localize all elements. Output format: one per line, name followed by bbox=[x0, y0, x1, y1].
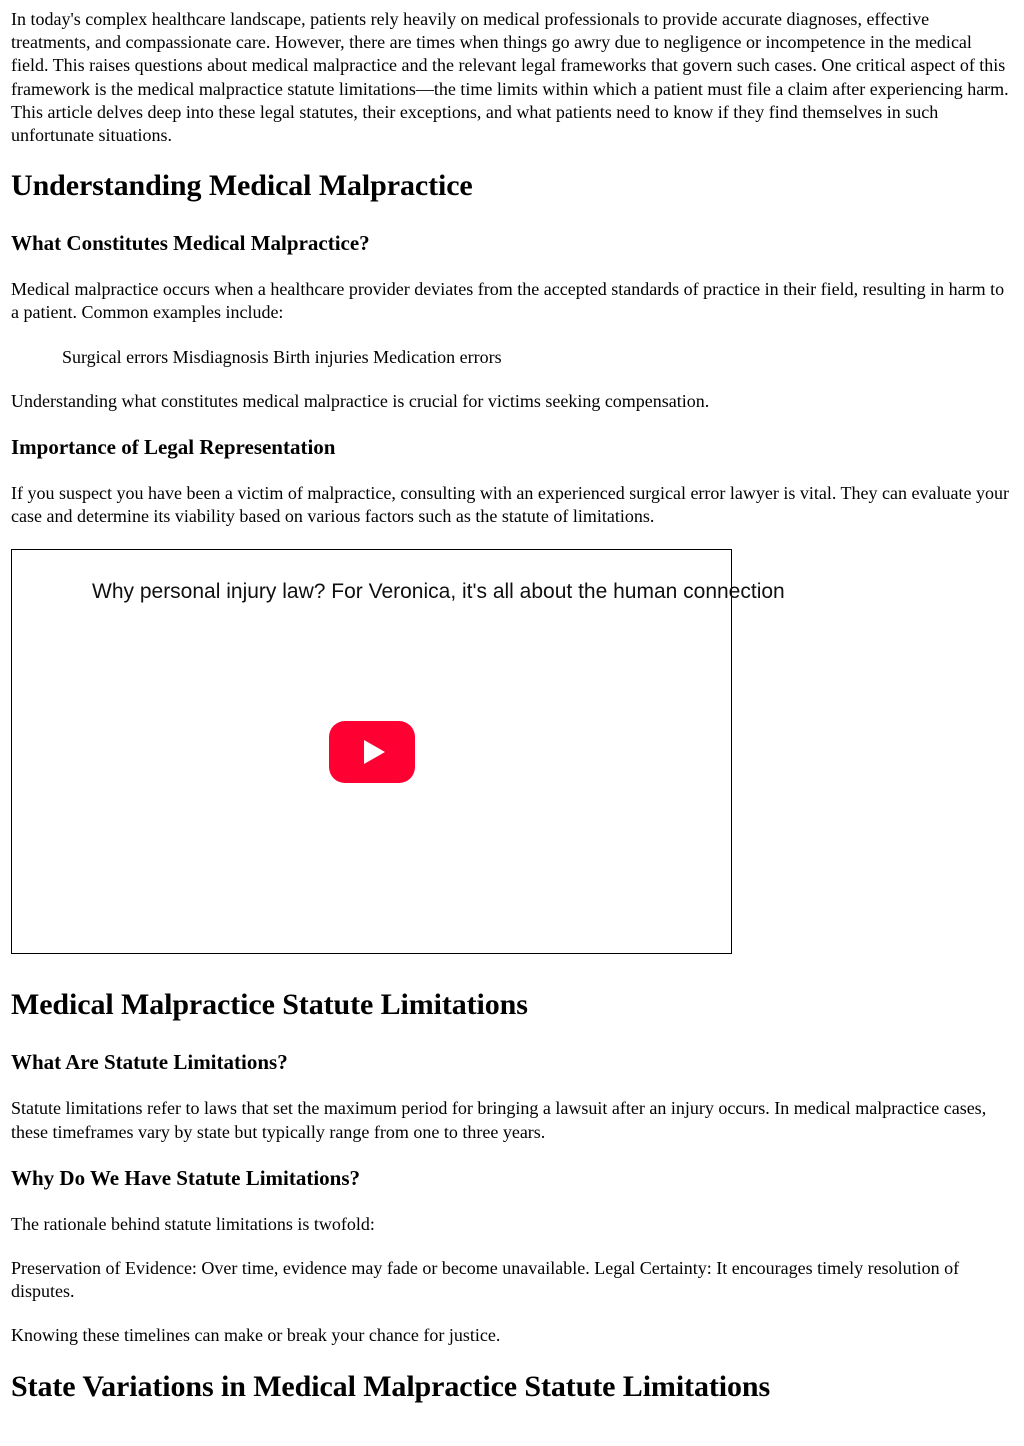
paragraph-malpractice-definition: Medical malpractice occurs when a healthcare provider deviates from the accepted standards of practice in their field, resulting in harm to a patient. Common examples include: bbox=[11, 279, 1005, 323]
rationale-list: Preservation of Evidence: Over time, evidence may fade or become unavailable. Legal Certainty: It encourages timely resolution of disputes. bbox=[11, 1258, 960, 1302]
paragraph-understanding: Understanding what constitutes medical malpractice is crucial for victims seeking compensation. bbox=[11, 390, 710, 411]
subheading-why-statute: Why Do We Have Statute Limitations? bbox=[11, 1165, 361, 1190]
subheading-what-constitutes: What Constitutes Medical Malpractice? bbox=[11, 231, 370, 256]
intro-paragraph: In today's complex healthcare landscape, patients rely heavily on medical professionals to provide accurate diagnoses, effective treatments, and compassionate care. However, there are times when things go awry due to negligence or incompetence in the medical field. This raises questions about medical malpractice and the relevant legal frameworks that govern such cases. One critical aspect of this framework is the medical malpractice statute limitations—the time limits within which a patient must file a claim after experiencing harm. This article delves deep into these legal statutes, their exceptions, and what patients need to know if they find themselves in such unfortunate situations. bbox=[11, 9, 1009, 146]
paragraph-rationale: The rationale behind statute limitations is twofold: bbox=[11, 1213, 375, 1234]
video-title[interactable]: Why personal injury law? For Veronica, it's all about the human connection bbox=[92, 580, 785, 604]
subheading-what-are-statute: What Are Statute Limitations? bbox=[11, 1050, 288, 1075]
section-heading-understanding: Understanding Medical Malpractice bbox=[11, 169, 473, 203]
paragraph-statute-definition: Statute limitations refer to laws that set the maximum period for bringing a lawsuit after an injury occurs. In medical malpractice cases, these timeframes vary by state but typically range from one to three years. bbox=[11, 1098, 987, 1142]
section-heading-statute-limitations: Medical Malpractice Statute Limitations bbox=[11, 988, 528, 1022]
video-embed[interactable] bbox=[11, 549, 785, 954]
paragraph-legal-representation: If you suspect you have been a victim of malpractice, consulting with an experienced surgical error lawyer is vital. They can evaluate your case and determine its viability based on various factors such as the statute of limitations. bbox=[11, 483, 1009, 527]
subheading-legal-representation: Importance of Legal Representation bbox=[11, 435, 336, 460]
section-heading-state-variations: State Variations in Medical Malpractice Statute Limitations bbox=[11, 1369, 771, 1403]
paragraph-timelines: Knowing these timelines can make or break your chance for justice. bbox=[11, 1325, 501, 1346]
examples-list: Surgical errors Misdiagnosis Birth injuries Medication errors bbox=[62, 346, 502, 367]
youtube-play-icon[interactable] bbox=[329, 721, 415, 783]
